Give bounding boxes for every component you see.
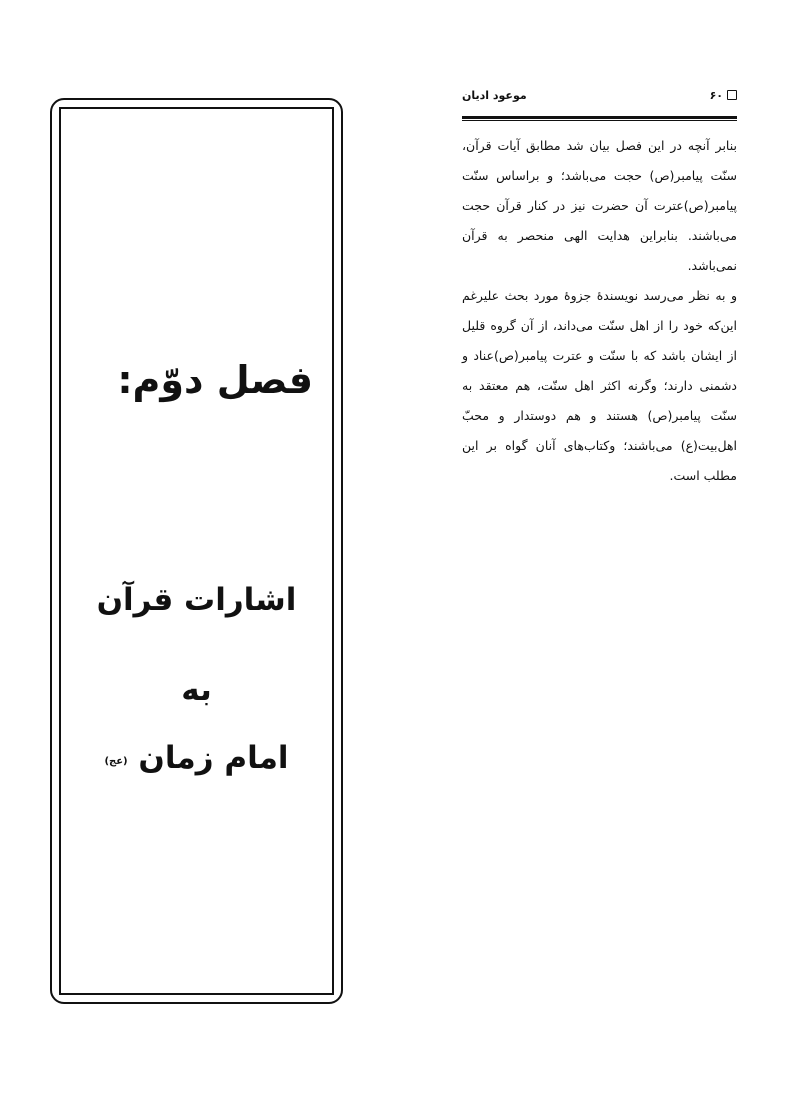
paragraph-1: بنابر آنچه در این فصل بیان شد مطابق آیات قرآن، سنّت پیامبر(ص) حجت می‌باشد؛ و براساس سنّت پیامبر(ص)عترت آن حضرت نیز در کنار قرآن حجت می‌باشند. بنابراین هدایت الهی منحصر به قرآن نمی‌باشد. bbox=[462, 138, 737, 273]
chapter-label: فصل دوّم: bbox=[117, 358, 313, 402]
running-head bbox=[462, 84, 737, 106]
paragraph-2: و به نظر می‌رسد نویسندهٔ جزوهٔ مورد بحث علیرغم این‌که خود را از اهل سنّت می‌داند، از آن گروه قلیل از ایشان باشد که با سنّت و عترت پیامبر(ص)عناد و دشمنی دارند؛ وگرنه اکثر اهل سنّت، هم معتقد به سنّت پیامبر(ص) هستند و هم دوستدار و محبّ اهل‌بیت(ع) می‌باشند؛ وکتاب‌های آنان گواه بر این مطلب است. bbox=[462, 288, 737, 483]
page-number-group bbox=[710, 89, 737, 102]
page-number: ۶۰ bbox=[709, 88, 723, 102]
chapter-title-frame bbox=[50, 98, 343, 1004]
chapter-title-line-2: به bbox=[181, 672, 212, 708]
header-rule-thin bbox=[462, 120, 737, 121]
text-page bbox=[462, 84, 737, 491]
chapter-title-line-1: اشارات قرآن bbox=[96, 582, 297, 618]
chapter-title-inner-frame bbox=[59, 107, 334, 995]
chapter-title-line-3-text: امام زمان bbox=[138, 740, 289, 776]
honorific: (عج) bbox=[104, 756, 128, 767]
chapter-title-line-3 bbox=[52, 740, 341, 776]
body-text bbox=[462, 131, 737, 491]
square-outline-icon bbox=[727, 90, 737, 100]
book-title: موعود ادیان bbox=[462, 88, 527, 102]
header-rule-thick bbox=[462, 116, 737, 119]
